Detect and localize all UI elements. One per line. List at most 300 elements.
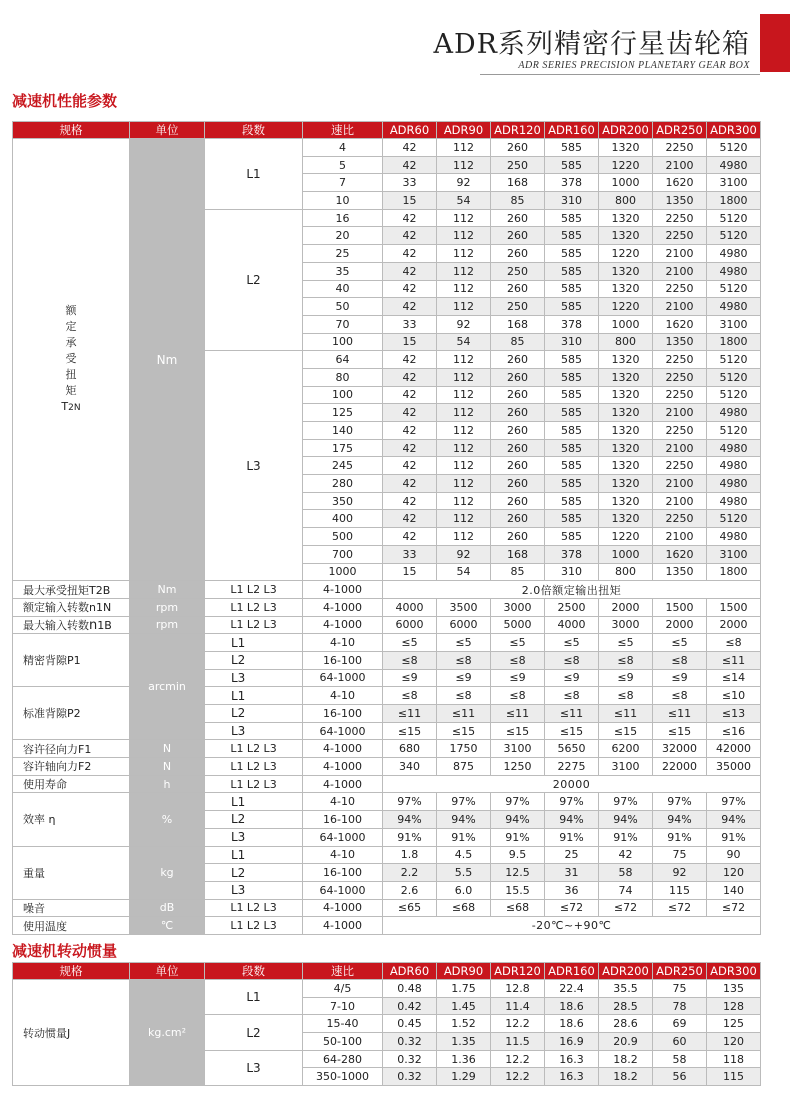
value-cell: 585	[545, 280, 599, 298]
performance-table	[12, 121, 761, 935]
ratio-cell: 15-40	[303, 1015, 383, 1033]
value-cell: 378	[545, 545, 599, 563]
value-cell: 16.3	[545, 1068, 599, 1086]
value-cell: 1320	[599, 475, 653, 493]
value-cell: 135	[707, 980, 761, 998]
value-cell: 12.5	[491, 864, 545, 882]
value-cell: 0.32	[383, 1068, 437, 1086]
value-cell: 94%	[707, 811, 761, 829]
table-row	[13, 139, 761, 157]
torque-label	[13, 139, 130, 581]
value-cell: ≤9	[653, 669, 707, 687]
value-cell: 85	[491, 563, 545, 581]
temperature-label: 使用温度	[13, 917, 130, 935]
value-cell: 260	[491, 245, 545, 263]
value-cell: 94%	[599, 811, 653, 829]
torque-label-char: 受	[65, 352, 77, 366]
value-cell: 1320	[599, 368, 653, 386]
value-cell: 3100	[707, 545, 761, 563]
value-cell: 56	[653, 1068, 707, 1086]
value-cell: 42	[383, 510, 437, 528]
ratio-cell: 50	[303, 298, 383, 316]
value-cell: ≤15	[599, 722, 653, 740]
value-cell: ≤10	[707, 687, 761, 705]
value-cell: 28.6	[599, 1015, 653, 1033]
value-cell: 42	[383, 457, 437, 475]
max_speed-label-text: 最大输入转数	[23, 618, 89, 632]
radial_force-label: 容许径向力F1	[13, 740, 130, 758]
unit-cell: rpm	[130, 598, 205, 616]
value-cell: 1220	[599, 156, 653, 174]
value-cell: 5.5	[437, 864, 491, 882]
column-header: 单位	[130, 963, 205, 980]
value-cell: 91%	[707, 828, 761, 846]
value-cell: 585	[545, 156, 599, 174]
value-cell: 585	[545, 262, 599, 280]
ratio-cell: 245	[303, 457, 383, 475]
unit-cell: Nm	[130, 139, 205, 581]
value-cell: 2250	[653, 386, 707, 404]
value-cell: 42	[383, 404, 437, 422]
value-cell: 18.2	[599, 1050, 653, 1068]
ratio-cell: 4-10	[303, 846, 383, 864]
value-cell: 18.2	[599, 1068, 653, 1086]
value-cell: ≤72	[653, 899, 707, 917]
value-cell: 18.6	[545, 997, 599, 1015]
value-cell: 112	[437, 404, 491, 422]
value-cell: 168	[491, 174, 545, 192]
value-cell: 2100	[653, 245, 707, 263]
value-cell: 3100	[707, 174, 761, 192]
torque-label-sub: 2N	[68, 403, 81, 414]
ratio-cell: 700	[303, 545, 383, 563]
value-cell: 1.29	[437, 1068, 491, 1086]
value-cell: 118	[707, 1050, 761, 1068]
value-cell: ≤11	[599, 705, 653, 723]
value-cell: 91%	[383, 828, 437, 846]
value-cell: 1800	[707, 192, 761, 210]
ratio-cell: 80	[303, 368, 383, 386]
value-cell: 1800	[707, 333, 761, 351]
value-cell: 5120	[707, 227, 761, 245]
table-row	[13, 899, 761, 917]
column-header: ADR120	[491, 122, 545, 139]
value-cell: 42	[599, 846, 653, 864]
value-cell: ≤8	[599, 651, 653, 669]
value-cell: 15.5	[491, 881, 545, 899]
value-cell: 112	[437, 386, 491, 404]
value-cell: ≤5	[545, 634, 599, 652]
unit-cell: ℃	[130, 917, 205, 935]
value-cell: 16.3	[545, 1050, 599, 1068]
column-header: ADR250	[653, 122, 707, 139]
value-cell: 2275	[545, 758, 599, 776]
value-cell: 42	[383, 439, 437, 457]
value-cell: 69	[653, 1015, 707, 1033]
value-cell: ≤8	[545, 651, 599, 669]
value-cell: 112	[437, 368, 491, 386]
column-header: ADR200	[599, 122, 653, 139]
value-cell: 340	[383, 758, 437, 776]
value-cell: 75	[653, 846, 707, 864]
value-cell: 1.45	[437, 997, 491, 1015]
ratio-cell: 5	[303, 156, 383, 174]
value-cell: 12.8	[491, 980, 545, 998]
value-cell: 112	[437, 457, 491, 475]
column-header: ADR120	[491, 963, 545, 980]
ratio-cell: 16-100	[303, 811, 383, 829]
stage-cell: L2	[205, 705, 303, 723]
value-cell: 60	[653, 1033, 707, 1051]
unit-cell: %	[130, 793, 205, 846]
value-cell: 42	[383, 227, 437, 245]
value-cell: 168	[491, 545, 545, 563]
value-cell: 42	[383, 422, 437, 440]
value-cell: 112	[437, 422, 491, 440]
value-cell: 15	[383, 192, 437, 210]
value-cell: 92	[653, 864, 707, 882]
value-cell: ≤8	[653, 651, 707, 669]
value-cell: 585	[545, 439, 599, 457]
column-header: ADR160	[545, 963, 599, 980]
value-cell: 28.5	[599, 997, 653, 1015]
value-cell: 42	[383, 139, 437, 157]
stage-cell: L1 L2 L3	[205, 616, 303, 634]
value-cell: ≤72	[599, 899, 653, 917]
value-cell: 310	[545, 192, 599, 210]
table-header-row	[13, 122, 761, 139]
value-cell: 260	[491, 439, 545, 457]
value-cell: 94%	[491, 811, 545, 829]
value-cell: 92	[437, 174, 491, 192]
value-cell: ≤5	[383, 634, 437, 652]
value-cell: 875	[437, 758, 491, 776]
torque-label-char: 承	[65, 336, 77, 350]
value-cell: 2000	[599, 598, 653, 616]
value-cell: 6.0	[437, 881, 491, 899]
torque-label-char: 矩	[65, 384, 77, 398]
value-cell: 2.6	[383, 881, 437, 899]
table-row	[13, 634, 761, 652]
value-cell: 36	[545, 881, 599, 899]
column-header: 段数	[205, 963, 303, 980]
value-cell: ≤11	[437, 705, 491, 723]
value-cell: ≤15	[383, 722, 437, 740]
stage-cell: L1	[205, 139, 303, 210]
table-header-row	[13, 963, 761, 980]
table-row	[13, 758, 761, 776]
value-cell: 2100	[653, 528, 707, 546]
table-row	[13, 775, 761, 793]
value-cell: 112	[437, 298, 491, 316]
value-cell: 12.2	[491, 1015, 545, 1033]
ratio-cell: 4-1000	[303, 598, 383, 616]
value-cell: 1250	[491, 758, 545, 776]
column-header: ADR250	[653, 963, 707, 980]
value-cell: 0.45	[383, 1015, 437, 1033]
max_speed-label-sym: n	[89, 617, 98, 633]
value-cell: 2250	[653, 422, 707, 440]
ratio-cell: 4-1000	[303, 581, 383, 599]
value-cell: 5120	[707, 386, 761, 404]
inertia-label: 转动惯量J	[13, 980, 130, 1086]
stage-cell: L2	[205, 811, 303, 829]
value-cell: 585	[545, 368, 599, 386]
value-cell: ≤68	[491, 899, 545, 917]
ratio-cell: 4-1000	[303, 899, 383, 917]
value-cell: ≤8	[383, 651, 437, 669]
table-row	[13, 917, 761, 935]
value-cell: 1220	[599, 298, 653, 316]
value-cell: 94%	[383, 811, 437, 829]
section-title-inertia: 减速机转动惯量	[12, 942, 118, 960]
ratio-cell: 350	[303, 492, 383, 510]
stage-cell: L1 L2 L3	[205, 758, 303, 776]
ratio-cell: 50-100	[303, 1033, 383, 1051]
value-cell: 4.5	[437, 846, 491, 864]
value-cell: 42	[383, 298, 437, 316]
value-cell: 12.2	[491, 1068, 545, 1086]
value-cell: 1320	[599, 280, 653, 298]
value-cell: ≤8	[707, 634, 761, 652]
value-cell: 1500	[653, 598, 707, 616]
stage-cell: L1	[205, 980, 303, 1015]
value-cell: 35000	[707, 758, 761, 776]
value-cell: 1800	[707, 563, 761, 581]
value-cell: 585	[545, 209, 599, 227]
value-cell: 112	[437, 510, 491, 528]
ratio-cell: 4-10	[303, 634, 383, 652]
value-cell: 260	[491, 351, 545, 369]
column-header: ADR200	[599, 963, 653, 980]
value-cell: 140	[707, 881, 761, 899]
torque-label-symbol	[13, 399, 129, 416]
standard_backlash-label: 标准背隙P2	[13, 687, 130, 740]
value-cell: 1620	[653, 545, 707, 563]
ratio-cell: 7	[303, 174, 383, 192]
ratio-cell: 16-100	[303, 705, 383, 723]
value-cell: ≤72	[707, 899, 761, 917]
value-cell: 4980	[707, 528, 761, 546]
value-cell: 800	[599, 333, 653, 351]
value-cell: 91%	[545, 828, 599, 846]
ratio-cell: 64-280	[303, 1050, 383, 1068]
value-cell: 5000	[491, 616, 545, 634]
value-cell: 1320	[599, 351, 653, 369]
ratio-cell: 16-100	[303, 864, 383, 882]
value-cell: 2000	[707, 616, 761, 634]
value-cell: 1.36	[437, 1050, 491, 1068]
column-header: ADR300	[707, 963, 761, 980]
value-cell: 11.4	[491, 997, 545, 1015]
value-cell: 3100	[707, 315, 761, 333]
value-cell: ≤72	[545, 899, 599, 917]
value-cell: 0.42	[383, 997, 437, 1015]
value-cell: 1350	[653, 563, 707, 581]
value-cell: 2250	[653, 139, 707, 157]
stage-cell: L1 L2 L3	[205, 775, 303, 793]
column-header: 段数	[205, 122, 303, 139]
life-label: 使用寿命	[13, 775, 130, 793]
value-cell: 1750	[437, 740, 491, 758]
value-cell: 112	[437, 439, 491, 457]
axial_force-label: 容许轴向力F2	[13, 758, 130, 776]
torque-label-char: 额	[65, 304, 77, 318]
value-cell: 112	[437, 245, 491, 263]
value-cell: 260	[491, 510, 545, 528]
value-cell: 97%	[491, 793, 545, 811]
value-cell: 2100	[653, 475, 707, 493]
value-cell: 1320	[599, 422, 653, 440]
value-cell: 260	[491, 422, 545, 440]
value-cell: 378	[545, 315, 599, 333]
stage-cell: L1	[205, 846, 303, 864]
value-cell: 112	[437, 139, 491, 157]
value-cell: 54	[437, 563, 491, 581]
table-row	[13, 846, 761, 864]
value-cell: 2250	[653, 368, 707, 386]
ratio-cell: 64-1000	[303, 669, 383, 687]
value-cell: 1.52	[437, 1015, 491, 1033]
value-cell: 2.2	[383, 864, 437, 882]
value-cell: 85	[491, 333, 545, 351]
value-cell: 1320	[599, 457, 653, 475]
torque-label-char: 定	[65, 320, 77, 334]
column-header: 速比	[303, 122, 383, 139]
stage-cell: L1 L2 L3	[205, 899, 303, 917]
value-cell: 2500	[545, 598, 599, 616]
value-cell: 2250	[653, 280, 707, 298]
value-cell: 92	[437, 315, 491, 333]
value-cell: 31	[545, 864, 599, 882]
value-cell: ≤8	[653, 687, 707, 705]
ratio-cell: 64-1000	[303, 881, 383, 899]
ratio-cell: 350-1000	[303, 1068, 383, 1086]
value-cell: 4980	[707, 245, 761, 263]
value-cell: ≤8	[599, 687, 653, 705]
value-cell: 585	[545, 475, 599, 493]
stage-cell: L2	[205, 864, 303, 882]
unit-cell: kg	[130, 846, 205, 899]
value-cell: 97%	[707, 793, 761, 811]
value-cell: 120	[707, 864, 761, 882]
ratio-cell: 40	[303, 280, 383, 298]
table-row	[13, 980, 761, 998]
value-cell: ≤5	[599, 634, 653, 652]
value-cell: 5120	[707, 139, 761, 157]
value-cell: 260	[491, 404, 545, 422]
value-cell: 6000	[383, 616, 437, 634]
stage-cell: L2	[205, 651, 303, 669]
unit-cell: h	[130, 775, 205, 793]
value-cell: ≤16	[707, 722, 761, 740]
value-cell: 585	[545, 386, 599, 404]
value-cell: 33	[383, 174, 437, 192]
value-cell: ≤11	[653, 705, 707, 723]
ratio-cell: 7-10	[303, 997, 383, 1015]
value-cell: 0.32	[383, 1033, 437, 1051]
value-cell: 1320	[599, 262, 653, 280]
value-cell: ≤5	[437, 634, 491, 652]
efficiency-label: 效率 η	[13, 793, 130, 846]
value-cell: 585	[545, 404, 599, 422]
stage-cell: L2	[205, 1015, 303, 1050]
value-cell: 54	[437, 333, 491, 351]
stage-cell: L3	[205, 351, 303, 581]
column-header: ADR300	[707, 122, 761, 139]
value-cell: 25	[545, 846, 599, 864]
table-row	[13, 616, 761, 634]
value-cell: 310	[545, 333, 599, 351]
value-cell: 112	[437, 528, 491, 546]
value-cell: 585	[545, 528, 599, 546]
value-cell: 5650	[545, 740, 599, 758]
value-cell: 6200	[599, 740, 653, 758]
value-cell: 260	[491, 386, 545, 404]
value-cell: 1320	[599, 439, 653, 457]
value-cell: ≤11	[491, 705, 545, 723]
value-cell: 94%	[545, 811, 599, 829]
value-cell: 585	[545, 422, 599, 440]
stage-cell: L1	[205, 793, 303, 811]
value-cell: 112	[437, 280, 491, 298]
stage-cell: L3	[205, 881, 303, 899]
value-cell: ≤8	[383, 687, 437, 705]
value-cell: 4980	[707, 475, 761, 493]
value-cell: 97%	[383, 793, 437, 811]
value-cell: 4000	[545, 616, 599, 634]
value-cell: 1320	[599, 386, 653, 404]
value-cell: 32000	[653, 740, 707, 758]
value-cell: 1620	[653, 174, 707, 192]
column-header: 单位	[130, 122, 205, 139]
value-cell: 11.5	[491, 1033, 545, 1051]
value-cell: ≤11	[383, 705, 437, 723]
value-cell: 15	[383, 563, 437, 581]
value-cell: 2250	[653, 510, 707, 528]
value-cell: 112	[437, 209, 491, 227]
value-cell: 2000	[653, 616, 707, 634]
value-cell: 15	[383, 333, 437, 351]
stage-cell: L1 L2 L3	[205, 598, 303, 616]
value-cell: 112	[437, 475, 491, 493]
value-cell: 260	[491, 528, 545, 546]
value-cell: 585	[545, 351, 599, 369]
value-cell: 20.9	[599, 1033, 653, 1051]
value-cell: 42	[383, 528, 437, 546]
ratio-cell: 4	[303, 139, 383, 157]
ratio-cell: 4-1000	[303, 758, 383, 776]
value-cell: 3000	[599, 616, 653, 634]
value-cell: ≤8	[491, 687, 545, 705]
value-cell: 2100	[653, 404, 707, 422]
value-cell: ≤15	[491, 722, 545, 740]
value-cell: 97%	[599, 793, 653, 811]
value-cell: 112	[437, 492, 491, 510]
ratio-cell: 16-100	[303, 651, 383, 669]
value-cell: 1.35	[437, 1033, 491, 1051]
inertia-table	[12, 962, 761, 1086]
value-cell: ≤15	[437, 722, 491, 740]
value-cell: 12.2	[491, 1050, 545, 1068]
ratio-cell: 100	[303, 333, 383, 351]
stage-cell: L3	[205, 828, 303, 846]
value-cell: ≤8	[545, 687, 599, 705]
value-cell: 1320	[599, 492, 653, 510]
value-cell: 4980	[707, 298, 761, 316]
value-cell: ≤5	[491, 634, 545, 652]
value-cell: 120	[707, 1033, 761, 1051]
